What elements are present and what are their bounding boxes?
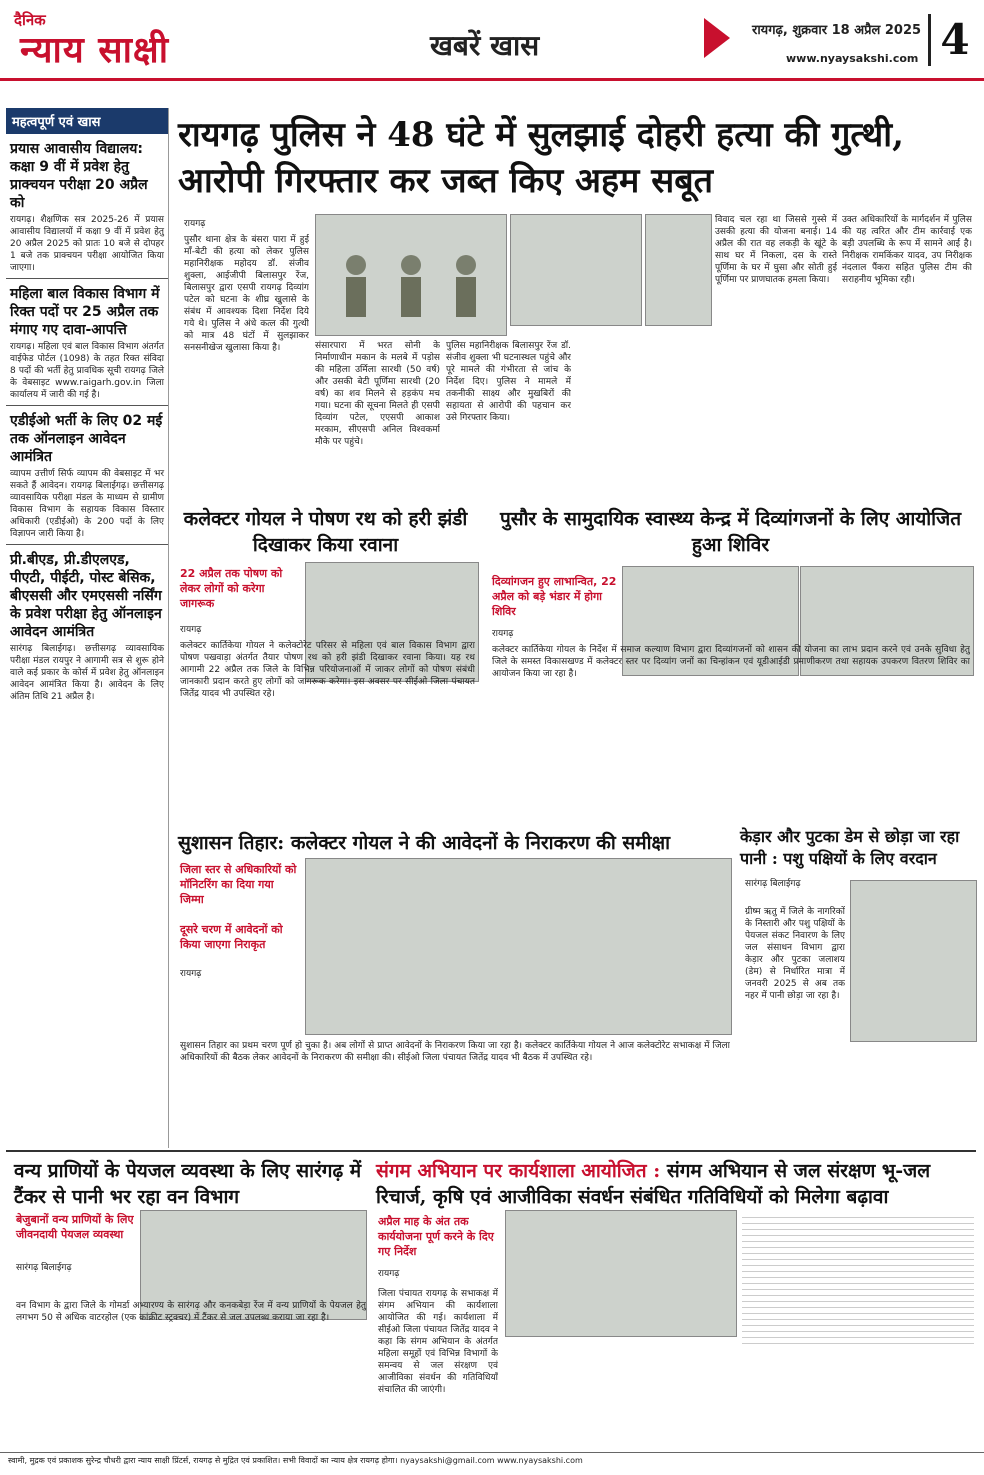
pusaur-body: कलेक्टर कार्तिकेया गोयल के निर्देश में समाज कल्याण विभाग द्वारा दिव्यांगजनों को शासन की योजना का लाभ प्रदान करने एवं उनके सुविधा हेतु जिले के समस्त विकासखण्ड में कलेक्टर स्तर पर दिव्यांग जनों का चिन्हांकन एवं यूडीआईडी प्रमाणीकरण तथा सहायक उपकरण वितरण शिविर का आयोजन किया जा रहा है। xyxy=(492,645,970,679)
lead-body-col-5: उक्त अधिकारियों के मार्गदर्शन में पुलिस की यह त्वरित और टीम कार्रवाई एक बड़ी उपलब्धि के रूप में सामने आई है। निरीक्षक रामकिंकर यादव, उप निरीक्षक नंदलाल पैंकरा सहित पुलिस टीम की सराहनीय भूमिका रही। xyxy=(842,215,972,285)
police-press-photo xyxy=(315,214,507,336)
logo-daily-label: दैनिक xyxy=(14,11,46,29)
pusaur-camp-headline[interactable]: पुसौर के सामुदायिक स्वास्थ्य केन्द्र में दिव्यांगजनों के लिए आयोजित हुआ शिविर xyxy=(499,508,962,556)
sangam-body: जिला पंचायत रायगढ़ के सभाकक्ष में संगम अभियान की कार्यशाला आयोजित की गई। कार्यशाला में सीईओ जिला पंचायत जितेंद्र यादव ने कहा कि संगम अभियान के अंतर्गत महिला समूहों एवं विभिन्न विभागों के समन्वय से जल संरक्षण एवं आजीविका संवर्धन की गतिविधियाँ संचालित की जाएंगी। xyxy=(378,1289,498,1395)
dam-body: ग्रीष्म ऋतु में जिले के नागरिकों के निस्तारी और पशु पक्षियों के पेयजल संकट निवारण के लिए जल संसाधन विभाग द्वारा केड़ार और पुटका जलाशय (डेम) से निर्धारित मात्रा में जनवरी 2025 से अब तक नहर में पानी छोड़ा जा रहा है। xyxy=(745,907,845,1001)
sidebar-item-body: सारंगढ़ बिलाईगढ़। छत्तीसगढ़ व्यावसायिक परीक्षा मंडल रायपुर ने आगामी सत्र से शुरू होने वाले कई प्रकार के कोर्स में प्रवेश हेतु ऑनलाइन आवेदन आमंत्रित किया है। आवेदन के लिए अंतिम तिथि 21 अप्रैल है। xyxy=(10,644,164,702)
poshan-highlight: 22 अप्रैल तक पोषण को लेकर लोगों को करेगा जागरूक xyxy=(180,567,283,610)
sangam-dateline: रायगढ़ xyxy=(378,1269,400,1279)
people-icon xyxy=(316,215,506,335)
wildlife-dateline: सारंगढ़ बिलाईगढ़ xyxy=(16,1263,72,1273)
sangam-headline-lead: संगम अभियान पर कार्यशाला आयोजित : xyxy=(376,1160,661,1182)
sangam-headline-rest: संगम अभियान से जल संरक्षण भू-जल रिचार्ज, कृषि एवं आजीविका संवर्धन संबंधित गतिविधियों को मिलेगा बढ़ावा xyxy=(376,1160,931,1208)
lead-body-col-3: पुलिस महानिरीक्षक बिलासपुर रेंज डॉ. संजीव शुक्ला भी घटनास्थल पहुंचे और पूरे मामले की गंभीरता से जांच के निर्देश दिए। पुलिस ने मामले में तकनीकी साक्ष्य और मुखबिरों की सहायता से आरोपी की पहचान कर उसे गिरफ्तार किया। xyxy=(446,341,571,423)
pusaur-camp-highlight: दिव्यांगजन हुए लाभान्वित, 22 अप्रैल को बड़े भंडार में होगा शिविर xyxy=(492,575,617,618)
divider xyxy=(6,278,168,279)
pusaur-dateline: रायगढ़ xyxy=(492,629,514,639)
sidebar-item[interactable] xyxy=(6,140,168,274)
issue-date: रायगढ़, शुक्रवार 18 अप्रैल 2025 xyxy=(752,23,922,38)
newspaper-logo[interactable] xyxy=(14,10,254,71)
sidebar-item-body: रायगढ़। महिला एवं बाल विकास विभाग अंतर्गत वाईफेड पोर्टल (1098) के तहत रिक्त संविदा 8 पदों की भर्ती हेतु प्रावधिक सूची रायगढ़ जिले के वेबसाइट www.raigarh.gov.in जिला कार्यालय में जारी की गई है। xyxy=(10,342,164,400)
review-meeting-photo xyxy=(305,858,732,1035)
sangam-body-continued xyxy=(742,1212,974,1442)
sidebar-important-news xyxy=(6,108,169,1148)
sushasan-dateline: रायगढ़ xyxy=(180,969,202,979)
section-divider xyxy=(6,1150,976,1152)
lead-dateline: रायगढ़ xyxy=(184,219,206,229)
sushasan-headline[interactable]: सुशासन तिहार: कलेक्टर गोयल ने की आवेदनों के निराकरण की समीक्षा xyxy=(178,832,671,854)
poshan-body: कलेक्टर कार्तिकेया गोयल ने कलेक्टोरेट परिसर से महिला एवं बाल विकास विभाग द्वारा पोषण पखवाड़ा अंतर्गत तैयार पोषण रथ को हरी झंडी दिखाकर रवाना किया। यह रथ आगामी 22 अप्रैल तक जिले के विभिन्न परियोजनाओं में जाकर लोगों को पोषण संबंधी जानकारी प्रदान करते हुए लोगों को जागरूक करेगा। इस अवसर पर सीईओ जिला पंचायत जितेंद्र यादव भी उपस्थित रहे। xyxy=(180,641,475,699)
sidebar-item[interactable] xyxy=(6,285,168,401)
page-number: 4 xyxy=(928,14,979,66)
sidebar-header: महत्वपूर्ण एवं खास xyxy=(6,108,168,134)
sangam-headline[interactable] xyxy=(376,1158,976,1210)
sushasan-highlight-2: दूसरे चरण में आवेदनों को किया जाएगा निराकृत xyxy=(180,923,283,951)
poshan-headline[interactable]: कलेक्टर गोयल ने पोषण रथ को हरी झंडी दिखाकर किया रवाना xyxy=(183,508,468,556)
sushasan-body: सुशासन तिहार का प्रथम चरण पूर्ण हो चुका है। अब लोगों से प्राप्त आवेदनों के निराकरण किया जा रहा है। कलेक्टर कार्तिकेया गोयल ने आज कलेक्टोरेट सभाकक्ष में जिला अधिकारियों की बैठक लेकर आवेदनों के निराकरण की समीक्षा की। सीईओ जिला पंचायत जितेंद्र यादव भी बैठक में उपस्थित रहे। xyxy=(180,1041,730,1063)
section-title: खबरें खास xyxy=(430,29,540,62)
wildlife-headline[interactable]: वन्य प्राणियों के पेयजल व्यवस्था के लिए सारंगढ़ में टैंकर से पानी भर रहा वन विभाग xyxy=(14,1160,362,1208)
poshan-dateline: रायगढ़ xyxy=(180,625,202,635)
wildlife-highlight: बेजुबानों वन्य प्राणियों के लिए जीवनदायी पेयजल व्यवस्था xyxy=(16,1213,134,1241)
lead-body-col-4: विवाद चल रहा था जिससे गुस्से में उसकी हत्या की योजना बनाई। 14 अप्रैल की रात वह लकड़ी के खूंटे के साथ घर में निकला, दस के रास्ते पूर्णिमा के घर में घुसा और सोती हुई पूर्णिमा पर प्राणघातक हमला किया। xyxy=(715,215,837,285)
sidebar-item-body: व्यापम उत्तीर्ण सिर्फ व्यापम की वेबसाइट में भर सकते हैं आवेदन। रायगढ़ बिलाईगढ़। छत्तीसगढ़ व्यावसायिक परीक्षा मंडल के माध्यम से ग्रामीण विकास विभाग के सहायक विकास विस्तार अधिकारी (एडीईओ) के 200 पदों के लिए विज्ञापन जारी किया है। xyxy=(10,469,164,539)
masthead xyxy=(0,0,984,81)
sidebar-item-title: प्री.बीएड, प्री.डीएलएड, पीएटी, पीईटी, पोस्ट बेसिक, बीएससी और एमएससी नर्सिंग के प्रवेश परीक्षा हेतु ऑनलाइन आवेदन आमंत्रित xyxy=(10,552,162,640)
sidebar-item[interactable] xyxy=(6,551,168,703)
website-link[interactable]: www.nyaysakshi.com xyxy=(786,52,919,65)
canal-water-photo xyxy=(850,880,977,1042)
sidebar-item[interactable] xyxy=(6,412,168,540)
pen-nib-icon xyxy=(700,14,734,62)
lead-body-col-1: पुसौर थाना क्षेत्र के बंसरा पारा में हुई माँ-बेटी की हत्या को लेकर पुलिस महानिरीक्षक महोदय डॉ. संजीव शुक्ला, आईजीपी बिलासपुर रेंज, बिलासपुर द्वारा एसपी रायगढ़ दिव्यांग पटेल को घटना के शीघ्र खुलासे के संबंध में आवश्यक दिशा निर्देश दिये गये थे। पुलिस ने अंधे कत्ल की गुत्थी को मात्र 48 घंटों में सुलझाकर सनसनीखेज खुलासा किया है। xyxy=(184,235,309,353)
lead-body-col-2: संसारपारा में भरत सोनी के निर्माणाधीन मकान के मलबे में पड़ोस की महिला उर्मिला सारथी (50 वर्ष) और उसकी बेटी पूर्णिमा सारथी (20 वर्ष) का शव मिलने से हड़कंप मच गया। घटना की सूचना मिलते ही एसपी दिव्यांग पटेल, एएसपी आकाश मरकाम, सीएसपी अनिल विश्वकर्मा मौके पर पहुंचे। xyxy=(315,341,440,447)
sidebar-item-title: प्रयास आवासीय विद्यालय: कक्षा 9 वीं में प्रवेश हेतु प्राक्चयन परीक्षा 20 अप्रैल को xyxy=(10,141,148,211)
sidebar-item-title: महिला बाल विकास विभाग में रिक्त पदों पर 25 अप्रैल तक मंगाए गए दावा-आपत्ति xyxy=(10,286,160,338)
dam-headline[interactable]: केड़ार और पुटका डेम से छोड़ा जा रहा पानी : पशु पक्षियों के लिए वरदान xyxy=(740,827,960,868)
divider xyxy=(6,544,168,545)
sidebar-item-body: रायगढ़। शैक्षणिक सत्र 2025-26 में प्रयास आवासीय विद्यालयों में कक्षा 9 वीं में प्रवेश हेतु 20 अप्रैल 2025 को प्रातः 10 बजे से दोपहर 1 बजे तक प्राक्चयन परीक्षा आयोजित किया जाएगा। xyxy=(10,215,164,273)
sangam-highlight: अप्रैल माह के अंत तक कार्ययोजना पूर्ण करने के दिए गए निर्देश xyxy=(378,1215,494,1258)
sushasan-highlight-1: जिला स्तर से अधिकारियों को मॉनिटरिंग का दिया गया जिम्मा xyxy=(180,863,297,906)
divider xyxy=(6,405,168,406)
victim-photo-2 xyxy=(645,214,712,326)
wildlife-body: वन विभाग के द्वारा जिले के गोमर्डा अभ्यारण्य के सारंगढ़ और कनकबेड़ा रेंज में वन्य प्राणियों के पेयजल हेतु लगभग 50 से अधिक वाटरहोल (एक कांक्रीट स्ट्रक्चर) में टैंकर से जल उपलब्ध कराया जा रहा है। xyxy=(16,1301,366,1323)
workshop-photo xyxy=(505,1210,737,1337)
sidebar-item-title: एडीईओ भर्ती के लिए 02 मई तक ऑनलाइन आवेदन आमंत्रित xyxy=(10,413,163,465)
imprint-footer: स्वामी, मुद्रक एवं प्रकाशक सुरेन्द्र चौधरी द्वारा न्याय साक्षी प्रिंटर्स, रायगढ़ से मुद्रित एवं प्रकाशित। सभी विवादों का न्याय क्षेत्र रायगढ़ होगा। nyaysakshi@gmail.com www.nyaysakshi.com xyxy=(0,1452,984,1475)
lead-headline[interactable]: रायगढ़ पुलिस ने 48 घंटे में सुलझाई दोहरी हत्या की गुत्थी, आरोपी गिरफ्तार कर जब्त किए अहम सबूत xyxy=(178,115,904,201)
dam-dateline: सारंगढ़ बिलाईगढ़ xyxy=(745,879,801,889)
logo-title: न्याय साक्षी xyxy=(20,29,170,71)
victim-photo-1 xyxy=(510,214,642,326)
